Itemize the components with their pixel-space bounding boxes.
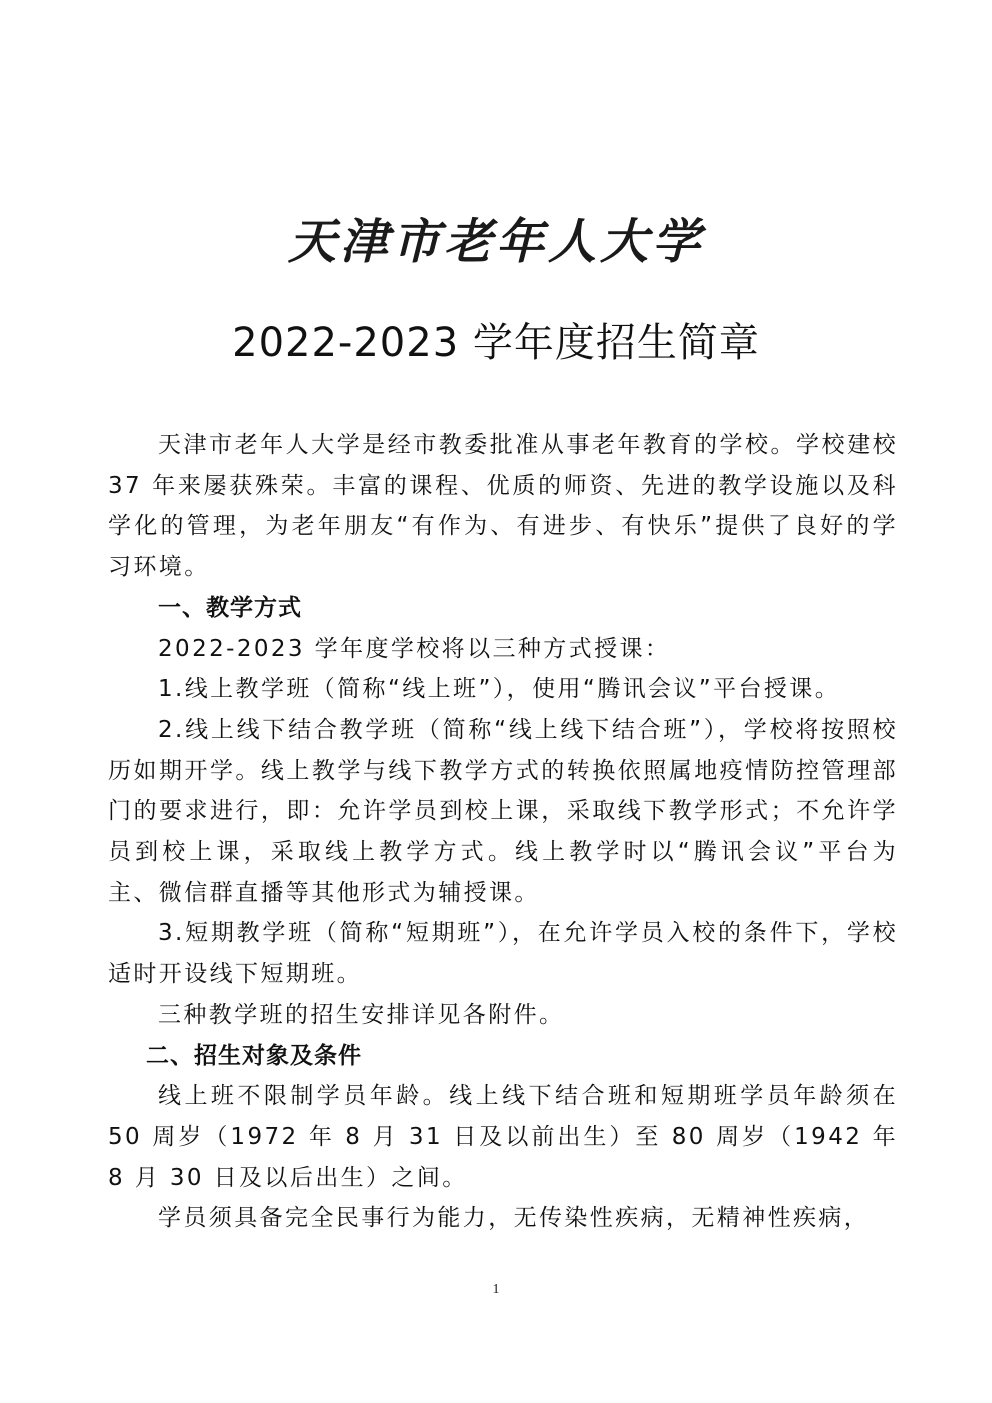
page-number: 1 xyxy=(492,1282,500,1297)
intro-paragraph: 天津市老年人大学是经市教委批准从事老年教育的学校。学校建校 37 年来屡获殊荣。丰富的课程、优质的师资、先进的教学设施以及科学化的管理，为老年朋友“有作为、有进步、有快乐”提供了良好的学习环境。 xyxy=(108,432,898,581)
teaching-method-item-hybrid: 2.线上线下结合教学班（简称“线上线下结合班”），学校将按照校历如期开学。线上教学与线下教学方式的转换依照属地疫情防控管理部门的要求进行，即：允许学员到校上课，采取线下教学形式；不允许学员到校上课，采取线上教学方式。线上教学时以“腾讯会议”平台为主、微信群直播等其他形式为辅授课。 xyxy=(108,716,898,906)
teaching-method-item-short-term: 3.短期教学班（简称“短期班”），在允许学员入校的条件下，学校适时开设线下短期班。 xyxy=(108,920,898,988)
document-title: 2022-2023 学年度招生简章 xyxy=(232,320,760,366)
school-logo-calligraphy: 天津市老年人大学 xyxy=(287,214,704,270)
document-body xyxy=(108,425,898,1239)
teaching-methods-lead: 2022-2023 学年度学校将以三种方式授课： xyxy=(158,635,671,662)
teaching-method-item-online: 1.线上教学班（简称“线上班”），使用“腾讯会议”平台授课。 xyxy=(158,676,841,703)
section-heading-teaching-methods: 一、教学方式 xyxy=(158,594,302,621)
section-heading-enrollment: 二、招生对象及条件 xyxy=(146,1042,362,1069)
teaching-methods-note: 三种教学班的招生安排详见各附件。 xyxy=(158,1001,565,1028)
enrollment-age-paragraph: 线上班不限制学员年龄。线上线下结合班和短期班学员年龄须在 50 周岁（1972 年 8 月 31 日及以前出生）至 80 周岁（1942 年 8 月 30 日及以后出生）之间。 xyxy=(108,1083,898,1191)
enrollment-requirements-paragraph: 学员须具备完全民事行为能力，无传染性疾病，无精神性疾病， xyxy=(158,1205,870,1232)
